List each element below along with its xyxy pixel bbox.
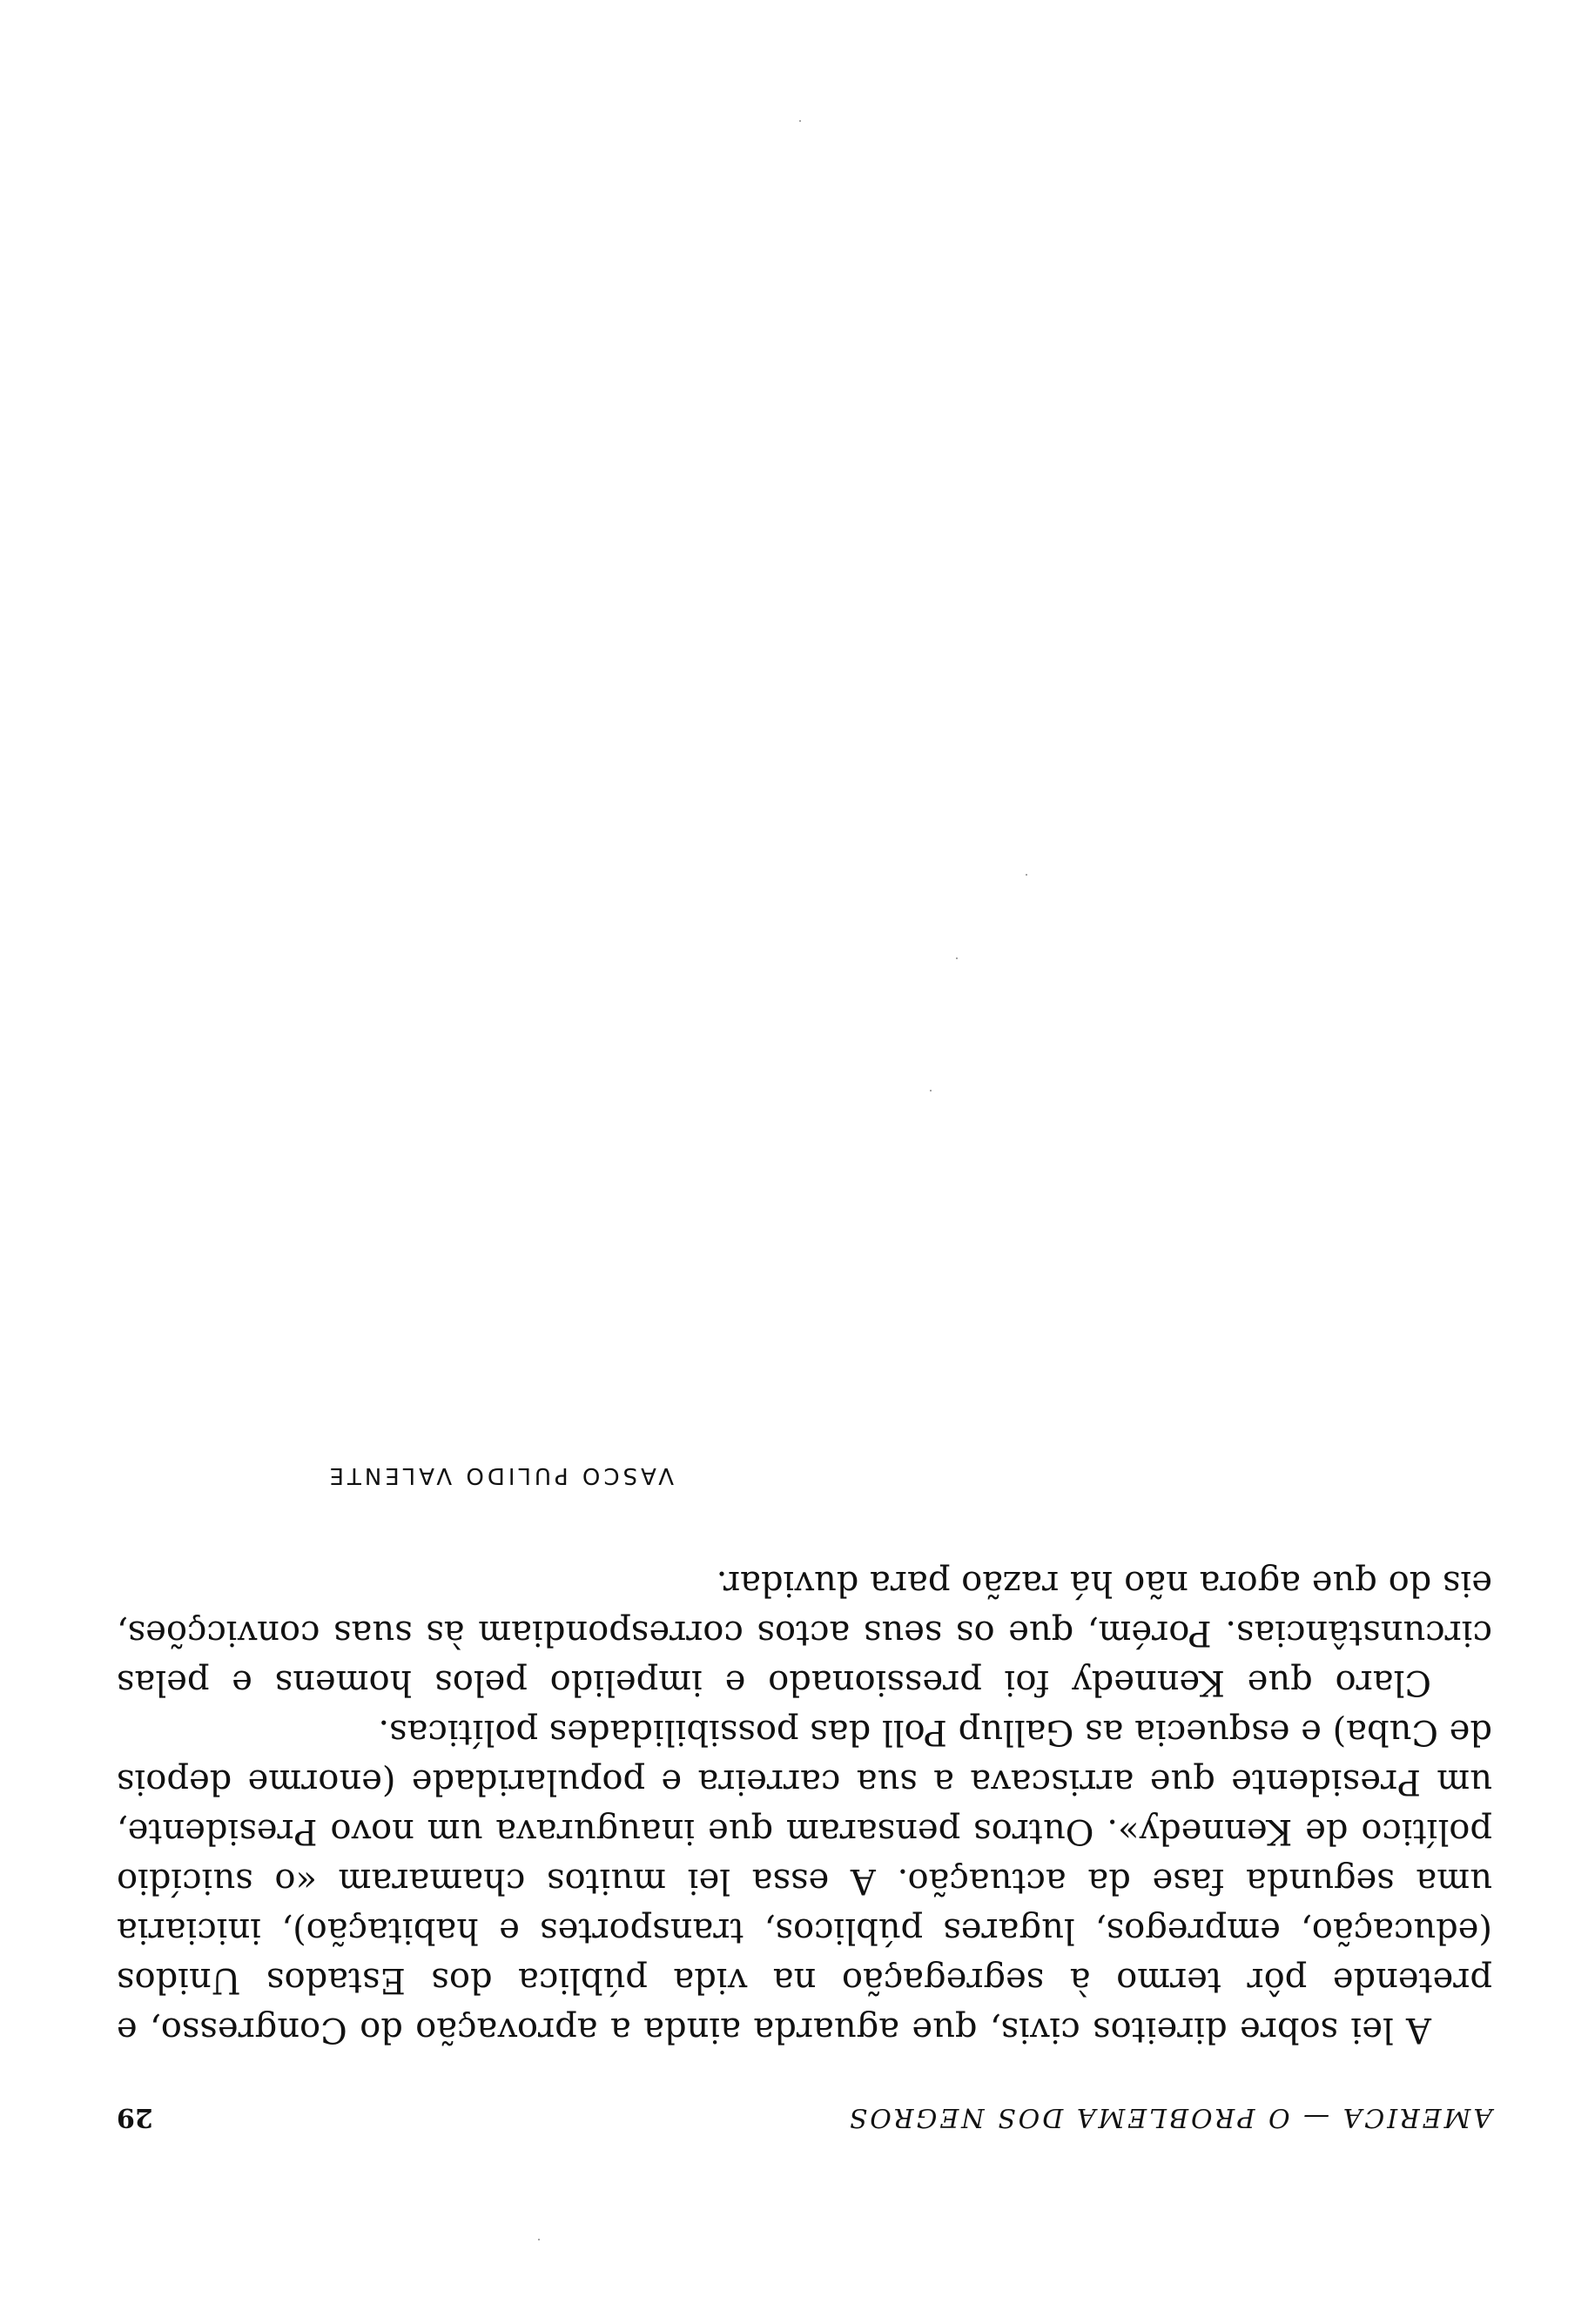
running-head [117,2098,1492,2133]
paragraph-1: A lei sobre direitos civis, que aguarda ainda a aprovação do Congresso, e pretende pôr termo à segregação na vida pública dos Estados Unidos (educação, empregos, lugares públicos, transportes e habitação), iniciaria uma segunda fase da actuação. A essa lei muitos chamaram «o suicídio político de Kennedy». Outros pensaram que inaugurava um novo Presidente, um Presidente que arriscava a sua carreira e popularidade (enorme depois de Cuba) e esquecia as Gallup Poll das possibilidades políticas. [117,1712,1492,2050]
page-number: 29 [117,2102,153,2133]
author-signature: VASCO PULIDO VALENTE [326,1462,674,1488]
scan-speck [799,120,801,122]
scan-speck [538,2239,540,2240]
running-title: AMERICA — O PROBLEMA DOS NEGROS [846,2102,1492,2133]
scan-speck [956,957,958,959]
scan-speck [1026,874,1027,876]
scan-speck [930,1090,932,1091]
body-text [117,1558,1492,2054]
paragraph-2: Claro que Kennedy foi pressionado e impelido pelos homens e pelas circunstâncias. Porém, que os seus actos correspondiam às suas convicções, eis do que agora não há razão para duvidar. [117,1563,1492,1703]
